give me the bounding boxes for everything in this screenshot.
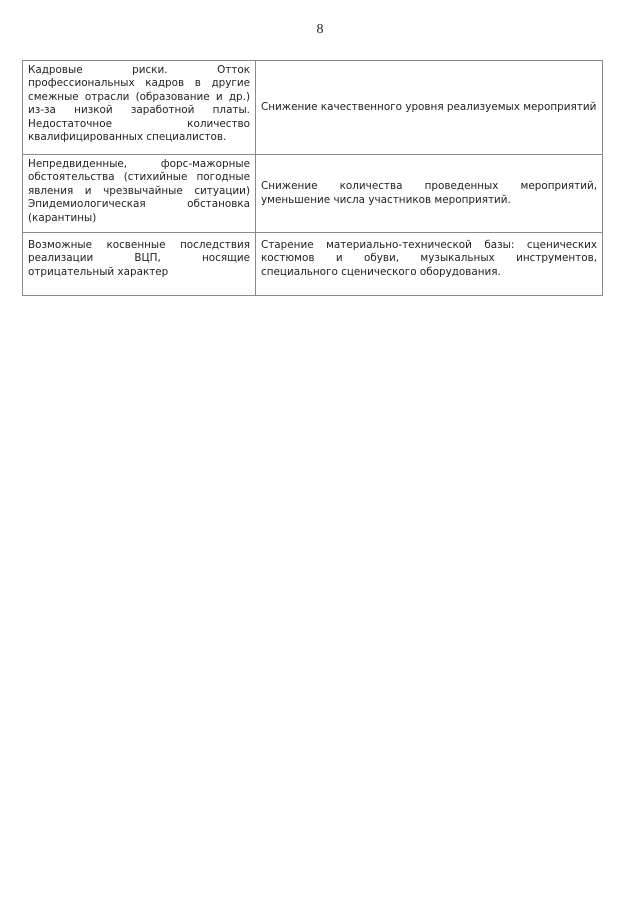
risk-text-line: квалифицированных специалистов.	[28, 131, 227, 144]
table-row	[23, 233, 603, 296]
risk-text-line: (карантины)	[28, 211, 97, 224]
consequence-text-line: костюмов и обуви, музыкальных инструментов,	[261, 252, 597, 265]
risk-text-line: Недостаточное количество	[28, 117, 250, 130]
risk-text-line: Эпидемиологическая обстановка	[28, 198, 250, 211]
risk-text-line: обстоятельства (стихийные погодные	[28, 171, 250, 184]
consequence-text-line: специального сценического оборудования.	[261, 265, 501, 278]
risk-cell	[23, 155, 256, 233]
consequence-cell	[256, 233, 603, 296]
risk-text-line: Возможные косвенные последствия	[28, 239, 250, 251]
risk-text-line: Непредвиденные, форс-мажорные	[28, 158, 250, 170]
page-number: 8	[316, 22, 324, 37]
consequence-text-line: уменьшение числа участников мероприятий.	[261, 193, 511, 206]
risk-text-line: смежные отрасли (образование и др.)	[28, 90, 250, 103]
consequence-text-line: Снижение количества проведенных мероприятий,	[261, 180, 597, 193]
risk-cell	[23, 61, 256, 155]
risk-text-line: реализации ВЦП, носящие	[28, 252, 250, 265]
table-row	[23, 61, 603, 155]
consequence-text-line: Снижение качественного уровня реализуемых мероприятий	[261, 100, 597, 113]
risk-text-line: Кадровые риски. Отток	[28, 64, 250, 76]
risk-text-line: явления и чрезвычайные ситуации)	[28, 184, 250, 197]
risk-cell	[23, 233, 256, 296]
risk-text-line: профессиональных кадров в другие	[28, 77, 250, 90]
consequence-text-line: Старение материально-технической базы: сценических	[261, 239, 597, 251]
risk-text-line: из-за низкой заработной платы.	[28, 104, 250, 117]
consequence-cell	[256, 155, 603, 233]
table-row	[23, 155, 603, 233]
risk-text-line: отрицательный характер	[28, 265, 169, 278]
risk-table	[22, 60, 603, 296]
consequence-cell	[256, 61, 603, 155]
